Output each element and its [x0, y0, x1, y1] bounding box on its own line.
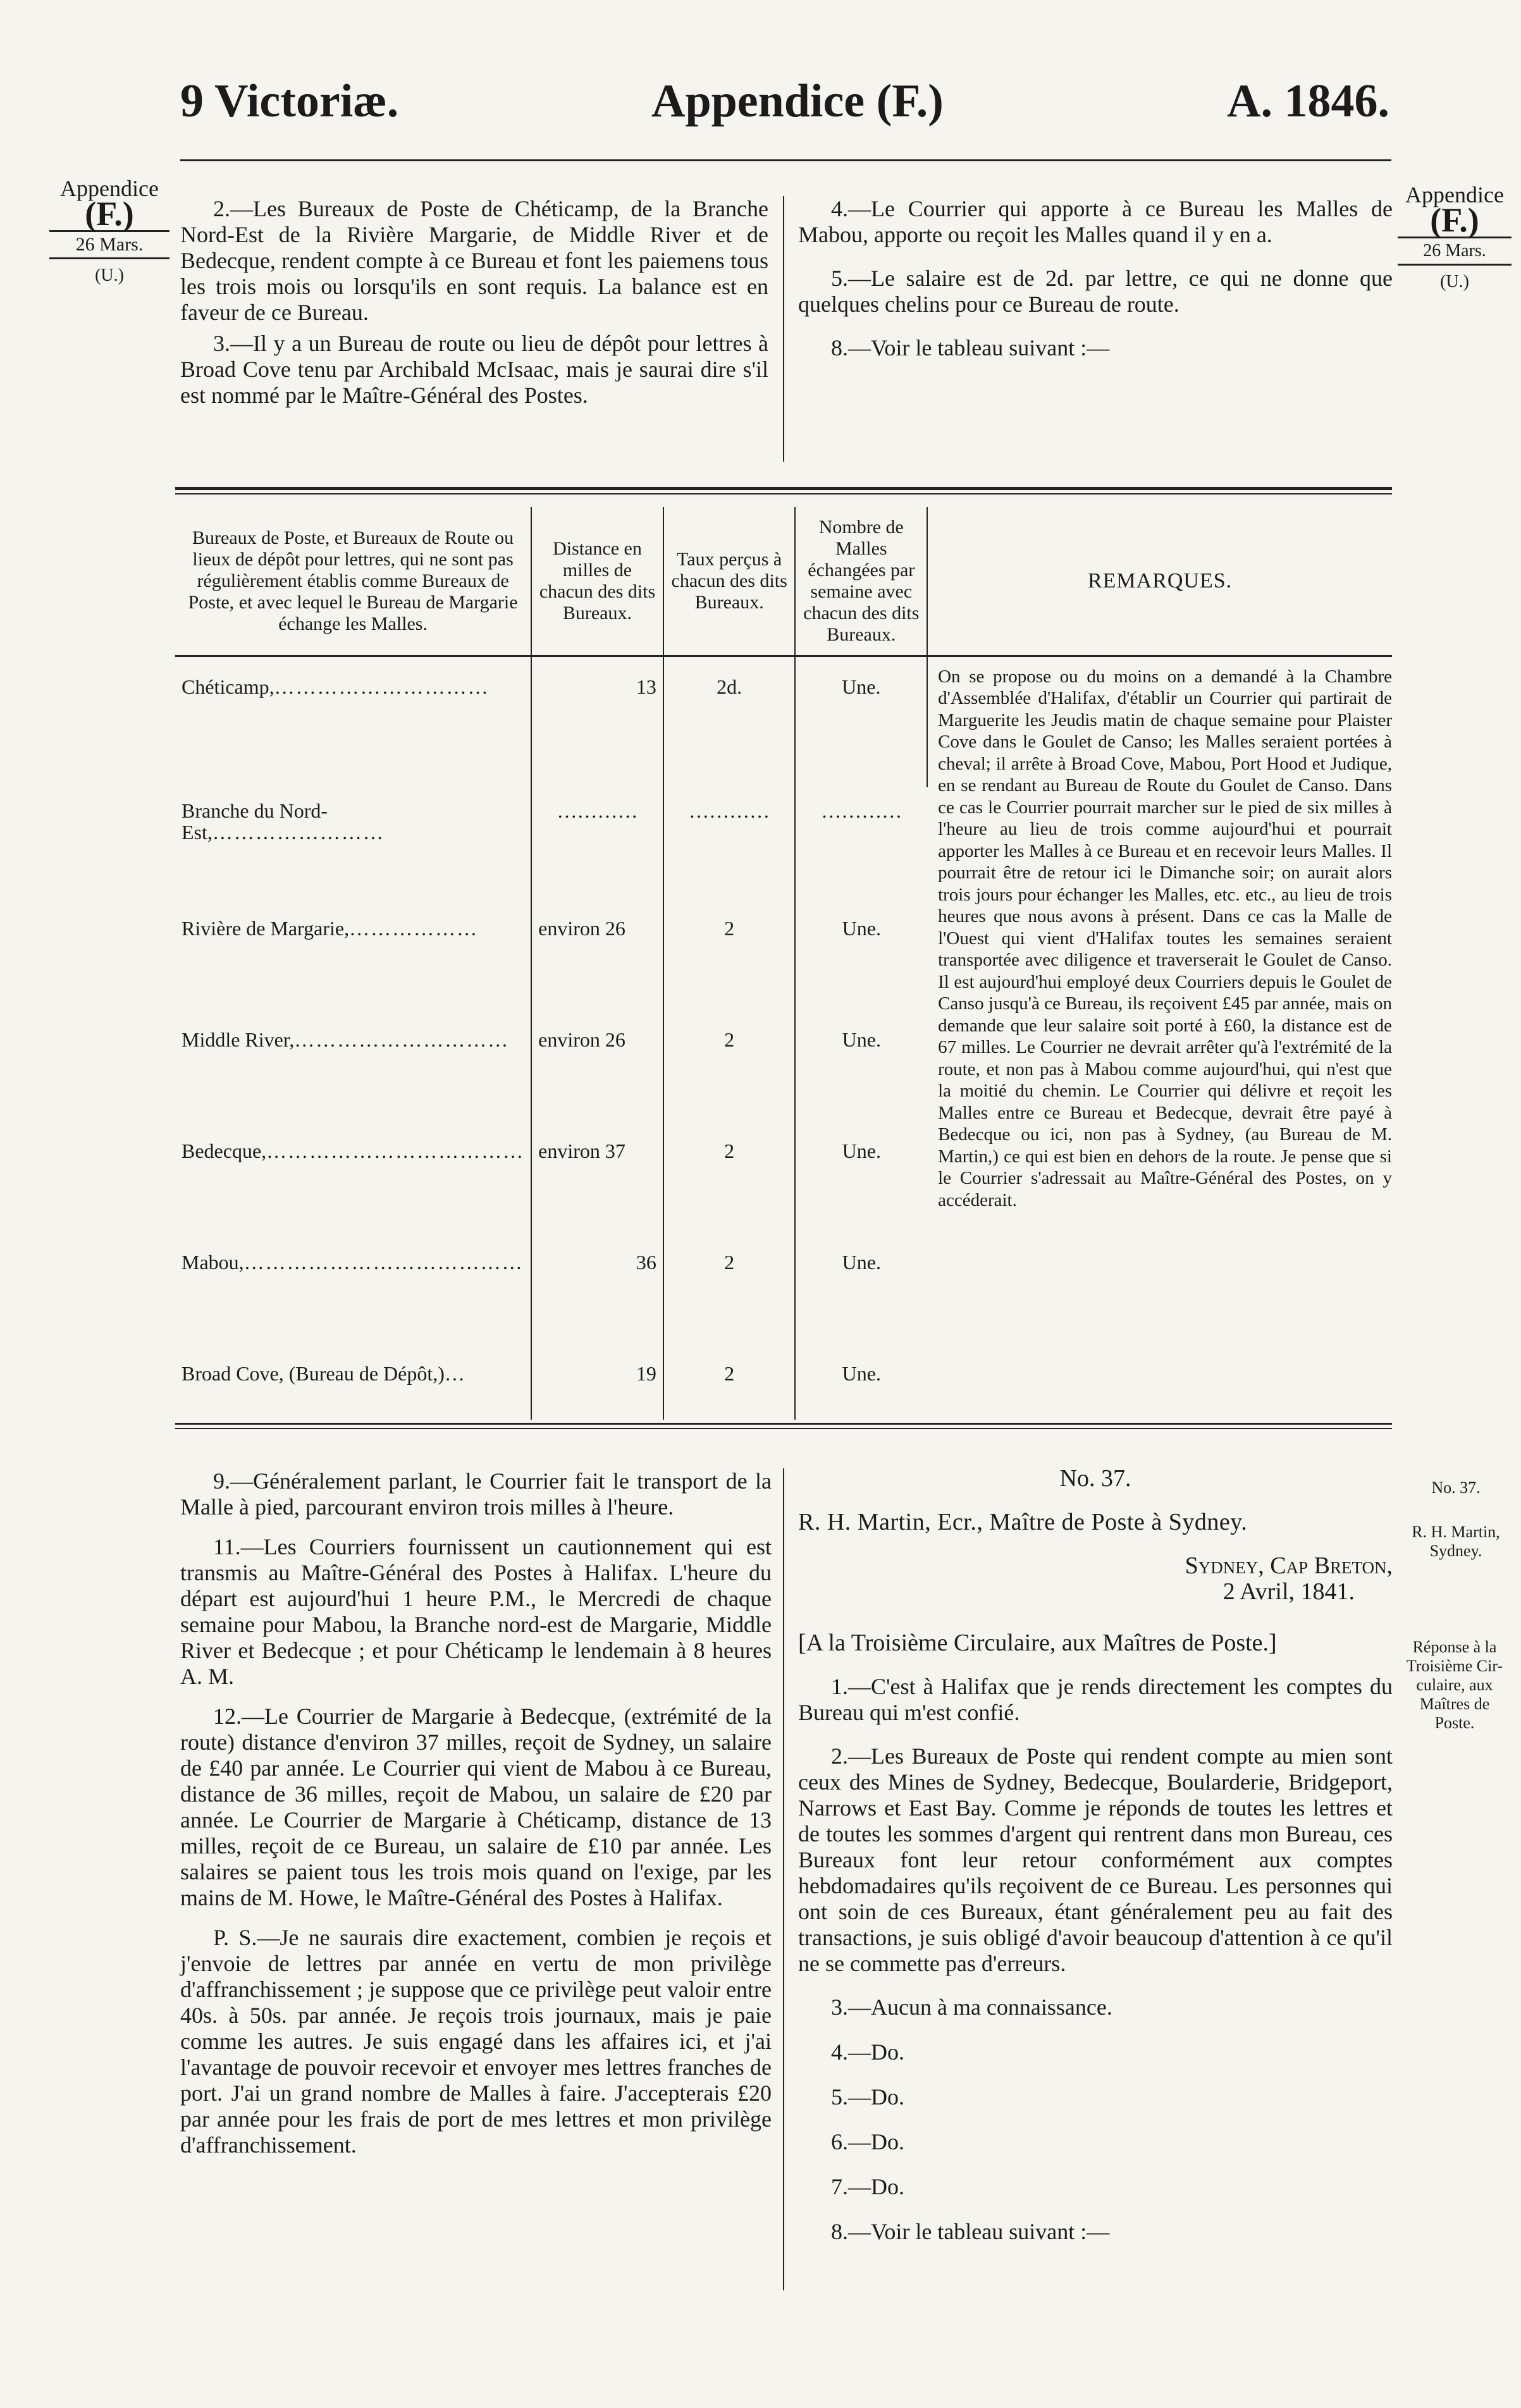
mails-cell: Une. [842, 1250, 881, 1274]
paragraph-8: 8.—Voir le tableau suivant :— [831, 335, 1110, 360]
answer-7: 7.—Do. [831, 2174, 904, 2199]
margin-date: 26 Mars. [1398, 236, 1512, 266]
margin-tag: (U.) [95, 266, 124, 285]
margin-place: Sydney. [1429, 1542, 1482, 1560]
col-header-office: Bureaux de Poste, et Bureaux de Route ou lieux de dépôt pour lettres, qui ne sont pas régulièrement établis comme Bureaux de Poste, et avec lequel le Bureau de Margarie échange les Malles. [175, 507, 531, 656]
rate-cell: 2 [663, 911, 796, 1029]
office-cell: Chéticamp,………………………… [175, 656, 531, 787]
col-header-distance: Distance en milles de chacun des dits Bureaux. [531, 507, 663, 656]
col-header-rate: Taux perçus à chacun des dits Bureaux. [663, 507, 796, 656]
office-name: Chéticamp, [182, 675, 274, 698]
margin-note-no37 [1399, 1478, 1513, 1561]
header-center: Appendice (F.) [651, 75, 944, 127]
table-bottom-rule-2 [175, 1428, 1392, 1429]
distance-cell: 36 [531, 1251, 663, 1363]
mails-cell: Une. [842, 1361, 881, 1385]
header-rule [180, 159, 1391, 161]
top-left-column [180, 196, 768, 408]
office-cell: Middle River,………………………… [175, 1029, 531, 1140]
top-right-column [798, 196, 1393, 361]
answer-6: 6.—Do. [831, 2129, 904, 2154]
answer-1: 1.—C'est à Halifax que je rends directement les comptes du Bureau qui m'est confié. [798, 1674, 1393, 1725]
paragraph-3: 3.—Il y a un Bureau de route ou lieu de dépôt pour lettres à Broad Cove tenu par Archibald McIsaac, mais je saurai dire s'il est nommé par le Maître-Général des Postes. [180, 331, 768, 408]
letter-place: Sydney, Cap Breton, [1185, 1552, 1393, 1579]
rate-cell: 2 [663, 1363, 796, 1420]
header-left: 9 Victoriæ. [180, 75, 399, 127]
paragraph-4: 4.—Le Courrier qui apporte à ce Bureau les Malles de Mabou, apporte ou reçoit les Malles quand il y en a. [798, 196, 1393, 247]
margin-note-reponse [1395, 1638, 1515, 1733]
office-name: Broad Cove, (Bureau de Dépôt,) [182, 1361, 445, 1385]
distance-cell: environ 26 [531, 911, 663, 1029]
rate-cell: 2 [663, 1251, 796, 1363]
answer-2: 2.—Les Bureaux de Poste qui rendent compte au mien sont ceux des Mines de Sydney, Bedecque, Boularderie, Bridgeport, Narrows et East Bay. Comme je réponds de toutes les lettres et de toutes les sommes d'argent qui rentrent dans mon Bureau, ces Bureaux font leur retour conformément aux comptes hebdomadaires qu'ils reçoivent de ce Bureau. Les personnes qui ont soin de ces Bureaux, étant généralement peu au fait des transactions, je suis obligé d'avoir beaucoup d'attention à ce qu'il ne se commette pas d'erreurs. [798, 1743, 1393, 1976]
margin-note-right [1398, 182, 1512, 295]
table-top-rule [175, 487, 1392, 490]
margin-number: No. 37. [1431, 1478, 1481, 1497]
margin-note-left [49, 176, 169, 288]
col-header-remarks: REMARQUES. [1087, 568, 1233, 593]
table-bottom-rule [175, 1423, 1392, 1425]
office-cell: Branche du Nord-Est,…………………… [175, 787, 531, 911]
letter-bracket: [A la Troisième Circulaire, aux Maîtres de Poste.] [798, 1630, 1277, 1656]
distance-cell: 13 [531, 656, 663, 787]
answer-3: 3.—Aucun à ma connaissance. [831, 1994, 1112, 2020]
margin-tag: (U.) [1440, 272, 1469, 292]
margin-line: Maîtres de [1419, 1695, 1490, 1713]
office-name: Middle River, [182, 1028, 295, 1051]
distance-cell: ………… [531, 787, 663, 911]
mails-cell: Une. [795, 656, 927, 787]
margin-name: R. H. Martin, [1412, 1523, 1500, 1541]
col-header-mails: Nombre de Malles échangées par semaine avec chacun des dits Bureaux. [795, 507, 927, 656]
office-name: Branche du Nord-Est, [182, 799, 328, 844]
table-top-rule-2 [175, 493, 1392, 494]
rate-cell: 2 [663, 1029, 796, 1140]
office-cell: Bedecque,……………………………… [175, 1140, 531, 1251]
office-cell: Rivière de Margarie,……………… [175, 911, 531, 1029]
bottom-left-column [180, 1468, 772, 2158]
office-name: Rivière de Margarie, [182, 916, 350, 940]
margin-line: Troisième Cir- [1406, 1657, 1503, 1675]
margin-line: culaire, aux [1416, 1676, 1493, 1694]
answer-5: 5.—Do. [831, 2084, 904, 2110]
rate-cell: ………… [663, 787, 796, 911]
margin-f: (F.) [1430, 201, 1479, 239]
paragraph-2: 2.—Les Bureaux de Poste de Chéticamp, de la Branche Nord-Est de la Rivière Margarie, de Middle River et de Bedecque, rendent compte à ce Bureau et font les paiemens tous les trois mois ou lorsqu'ils en sont requis. La balance est en faveur de ce Bureau. [180, 196, 768, 325]
office-name: Bedecque, [182, 1139, 267, 1162]
mails-cell: Une. [842, 1028, 881, 1051]
paragraph-5: 5.—Le salaire est de 2d. par lettre, ce qui ne donne que quelques chelins pour ce Bureau de route. [798, 266, 1393, 317]
paragraph-12: 12.—Le Courrier de Margarie à Bedecque, (extrémité de la route) distance d'environ 37 milles, reçoit de Sydney, un salaire de £40 par année. Le Courrier qui vient de Mabou à ce Bureau, distance de 36 milles, reçoit de Mabou, un salaire de £20 par année. Le Courrier de Margarie à Chéticamp, distance de 13 milles, reçoit de ce Bureau, un salaire de £10 par année. Les salaires se paient tous les trois mois quand on l'exige, par les mains de M. Howe, le Maître-Général des Postes à Halifax. [180, 1704, 772, 1910]
rate-cell: 2 [663, 1140, 796, 1251]
margin-f: (F.) [85, 195, 134, 233]
answer-4: 4.—Do. [831, 2039, 904, 2065]
paragraph-9: 9.—Généralement parlant, le Courrier fait le transport de la Malle à pied, parcourant environ trois milles à l'heure. [180, 1468, 772, 1520]
distance-cell: environ 37 [531, 1140, 663, 1251]
margin-line: Poste. [1434, 1714, 1475, 1732]
distance-cell: 19 [531, 1363, 663, 1420]
answer-8: 8.—Voir le tableau suivant :— [831, 2219, 1110, 2244]
header-right: A. 1846. [1227, 75, 1389, 127]
distance-cell: environ 26 [531, 1029, 663, 1140]
letter-date: 2 Avril, 1841. [1222, 1578, 1355, 1605]
office-cell: Mabou,………………………………… [175, 1251, 531, 1363]
office-name: Mabou, [182, 1250, 244, 1274]
margin-appendice: Appendice [60, 176, 159, 201]
mail-exchange-table [175, 507, 1392, 1420]
remarks-cell: On se propose ou du moins on a demandé à la Chambre d'Assemblée d'Halifax, d'établir un Courrier qui partirait de Marguerite les Jeudis matin de chaque semaine pour Plaister Cove dans le Goulet de Canso; les Malles seraient portées à cheval; il arrête à Broad Cove, Mabou, Port Hood et Judique, en se rendant au Bureau de Route du Goulet de Canso. Dans ce cas le Courrier pourrait marcher sur le pied de six milles à l'heure au lieu de trois comme aujourd'hui et pourrait apporter les Malles à ce Bureau et en recevoir leurs Malles. Il pourrait être de retour ici le Dimanche soir; on aurait alors trois jours pour échanger les Malles, etc. etc., au lieu de trois heures que nous avons à présent. Dans ce cas la Malle de l'Ouest qui vient d'Halifax toutes les semaines seraient transportée avec diligence et traverserait le Goulet de Canso. Il est aujourd'hui employé deux Courriers depuis le Goulet de Canso jusqu'à ce Bureau, ils reçoivent £45 par année, mais on demande que leur salaire soit porté à £60, la distance est de 67 milles. Le Courrier ne devrait arrêter qu'à l'extrémité de la route, et non pas à Mabou comme aujourd'hui, qui n'est que la moitié du chemin. Le Courrier qui délivre et reçoit les Malles entre ce Bureau et Bedecque, devrait être payé à Bedecque ou ici, non pas à Sydney, (au Bureau de M. Martin,) ce qui est bien en dehors de la route. Je pense que si le Courrier s'adressait au Maître-Général des Postes, on y accéderait. [938, 666, 1392, 1210]
mails-cell: ………… [821, 799, 902, 822]
letter-addressee: R. H. Martin, Ecr., Maître de Poste à Sydney. [798, 1509, 1248, 1535]
letter-number: No. 37. [1059, 1465, 1131, 1492]
table-row [175, 656, 1392, 787]
table-header-row [175, 507, 1392, 656]
bottom-right-column [798, 1466, 1393, 2245]
margin-line: Réponse à la [1412, 1638, 1497, 1656]
mails-cell: Une. [842, 916, 881, 940]
rate-cell: 2d. [663, 656, 796, 787]
paragraph-11: 11.—Les Courriers fournissent un cautionnement qui est transmis au Maître-Général des Postes à Halifax. L'heure du départ est aujourd'hui 1 heure P.M., le Mercredi de chaque semaine pour Mabou, la Branche nord-est de Margarie, Middle River et Bedecque ; et pour Chéticamp le lendemain à 8 heures A. M. [180, 1534, 772, 1689]
column-divider-top [783, 196, 784, 462]
office-cell: Broad Cove, (Bureau de Dépôt,)… [175, 1363, 531, 1420]
margin-appendice: Appendice [1405, 182, 1504, 207]
margin-date: 26 Mars. [49, 230, 169, 259]
mails-cell: Une. [842, 1139, 881, 1162]
paragraph-ps: P. S.—Je ne saurais dire exactement, combien je reçois et j'envoie de lettres par année en vertu de mon privilège d'affranchissement ; je suppose que ce privilège peut valoir entre 40s. à 50s. par année. Je reçois trois journaux, mais je paie comme les autres. Je suis engagé dans les affaires ici, et j'ai l'avantage de pouvoir recevoir et envoyer mes lettres franches de port. J'ai un grand nombre de Malles à faire. J'accepterais £20 par année pour les frais de port de mes lettres et mon privilège d'affranchissement. [180, 1925, 772, 2158]
column-divider-bottom [783, 1468, 784, 2290]
